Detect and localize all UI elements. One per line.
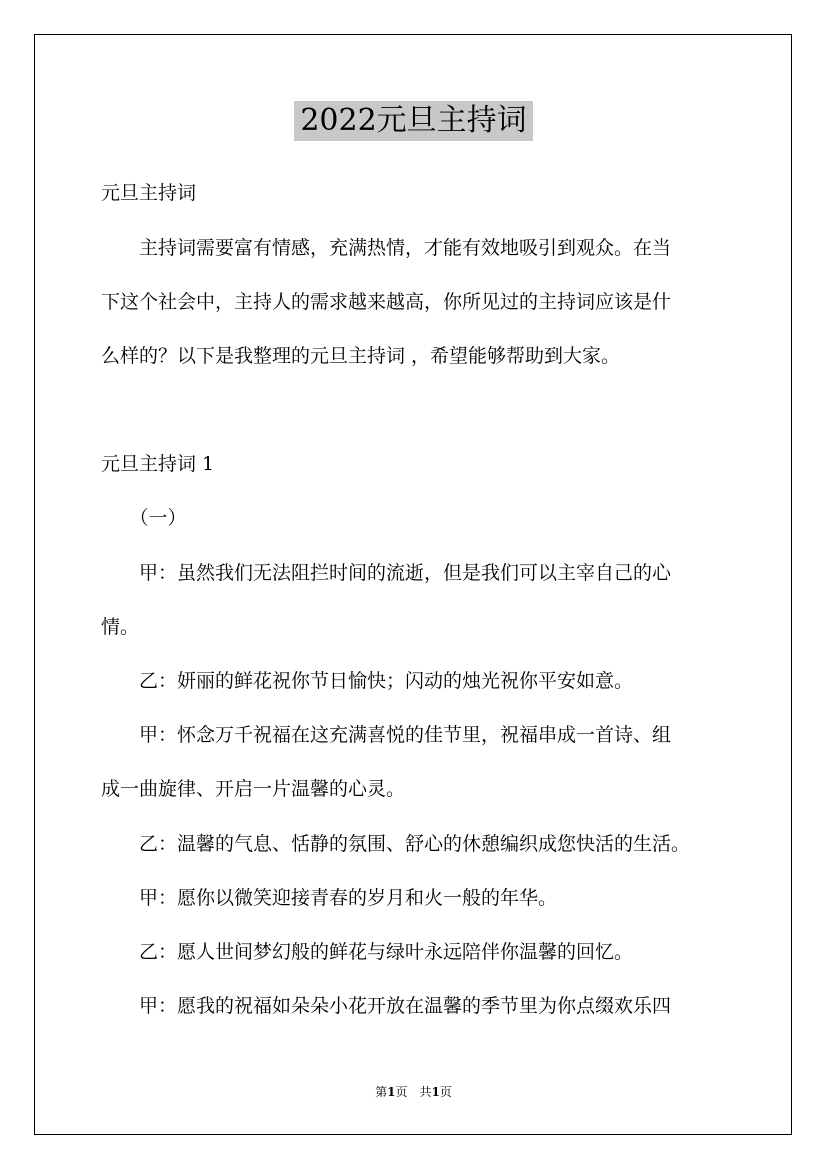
paragraph-line: （一） — [101, 507, 187, 529]
paragraph-line: 乙：愿人世间梦幻般的鲜花与绿叶永远陪伴你温馨的回忆。 — [101, 941, 634, 963]
page-total: 1 — [431, 1085, 440, 1099]
paragraph-line: 情。 — [101, 616, 140, 638]
paragraph-line: 乙：温馨的气息、恬静的氛围、舒心的休憩编织成您快活的生活。 — [101, 833, 691, 855]
paragraph-line: 甲：愿我的祝福如朵朵小花开放在温馨的季节里为你点缀欢乐四 — [101, 995, 672, 1017]
page-mid: 页 共 — [395, 1085, 432, 1099]
paragraph-line: 么样的？以下是我整理的元旦主持词 ，希望能够帮助到大家。 — [101, 345, 621, 367]
paragraph-line: 甲：愿你以微笑迎接青春的岁月和火一般的年华。 — [101, 887, 558, 909]
page-footer — [0, 1083, 827, 1101]
paragraph-line: 甲：怀念万千祝福在这充满喜悦的佳节里，祝福串成一首诗、组 — [101, 724, 672, 746]
paragraph-line: 甲：虽然我们无法阻拦时间的流逝，但是我们可以主宰自己的心 — [101, 562, 672, 584]
page-current: 1 — [387, 1085, 396, 1099]
title-container — [0, 101, 827, 141]
paragraph-line: 乙：妍丽的鲜花祝你节日愉快；闪动的烛光祝你平安如意。 — [101, 670, 634, 692]
section-heading: 元旦主持词 1 — [101, 453, 215, 475]
paragraph-line: 成一曲旋律、开启一片温馨的心灵。 — [101, 778, 406, 800]
paragraph-line: 主持词需要富有情感，充满热情，才能有效地吸引到观众。在当 — [101, 237, 672, 259]
page-suffix: 页 — [439, 1085, 452, 1099]
document-title: 2022元旦主持词 — [294, 101, 532, 141]
section-heading: 元旦主持词 — [101, 182, 197, 204]
page-prefix: 第 — [375, 1085, 388, 1099]
paragraph-line: 下这个社会中，主持人的需求越来越高，你所见过的主持词应该是什 — [101, 291, 672, 313]
